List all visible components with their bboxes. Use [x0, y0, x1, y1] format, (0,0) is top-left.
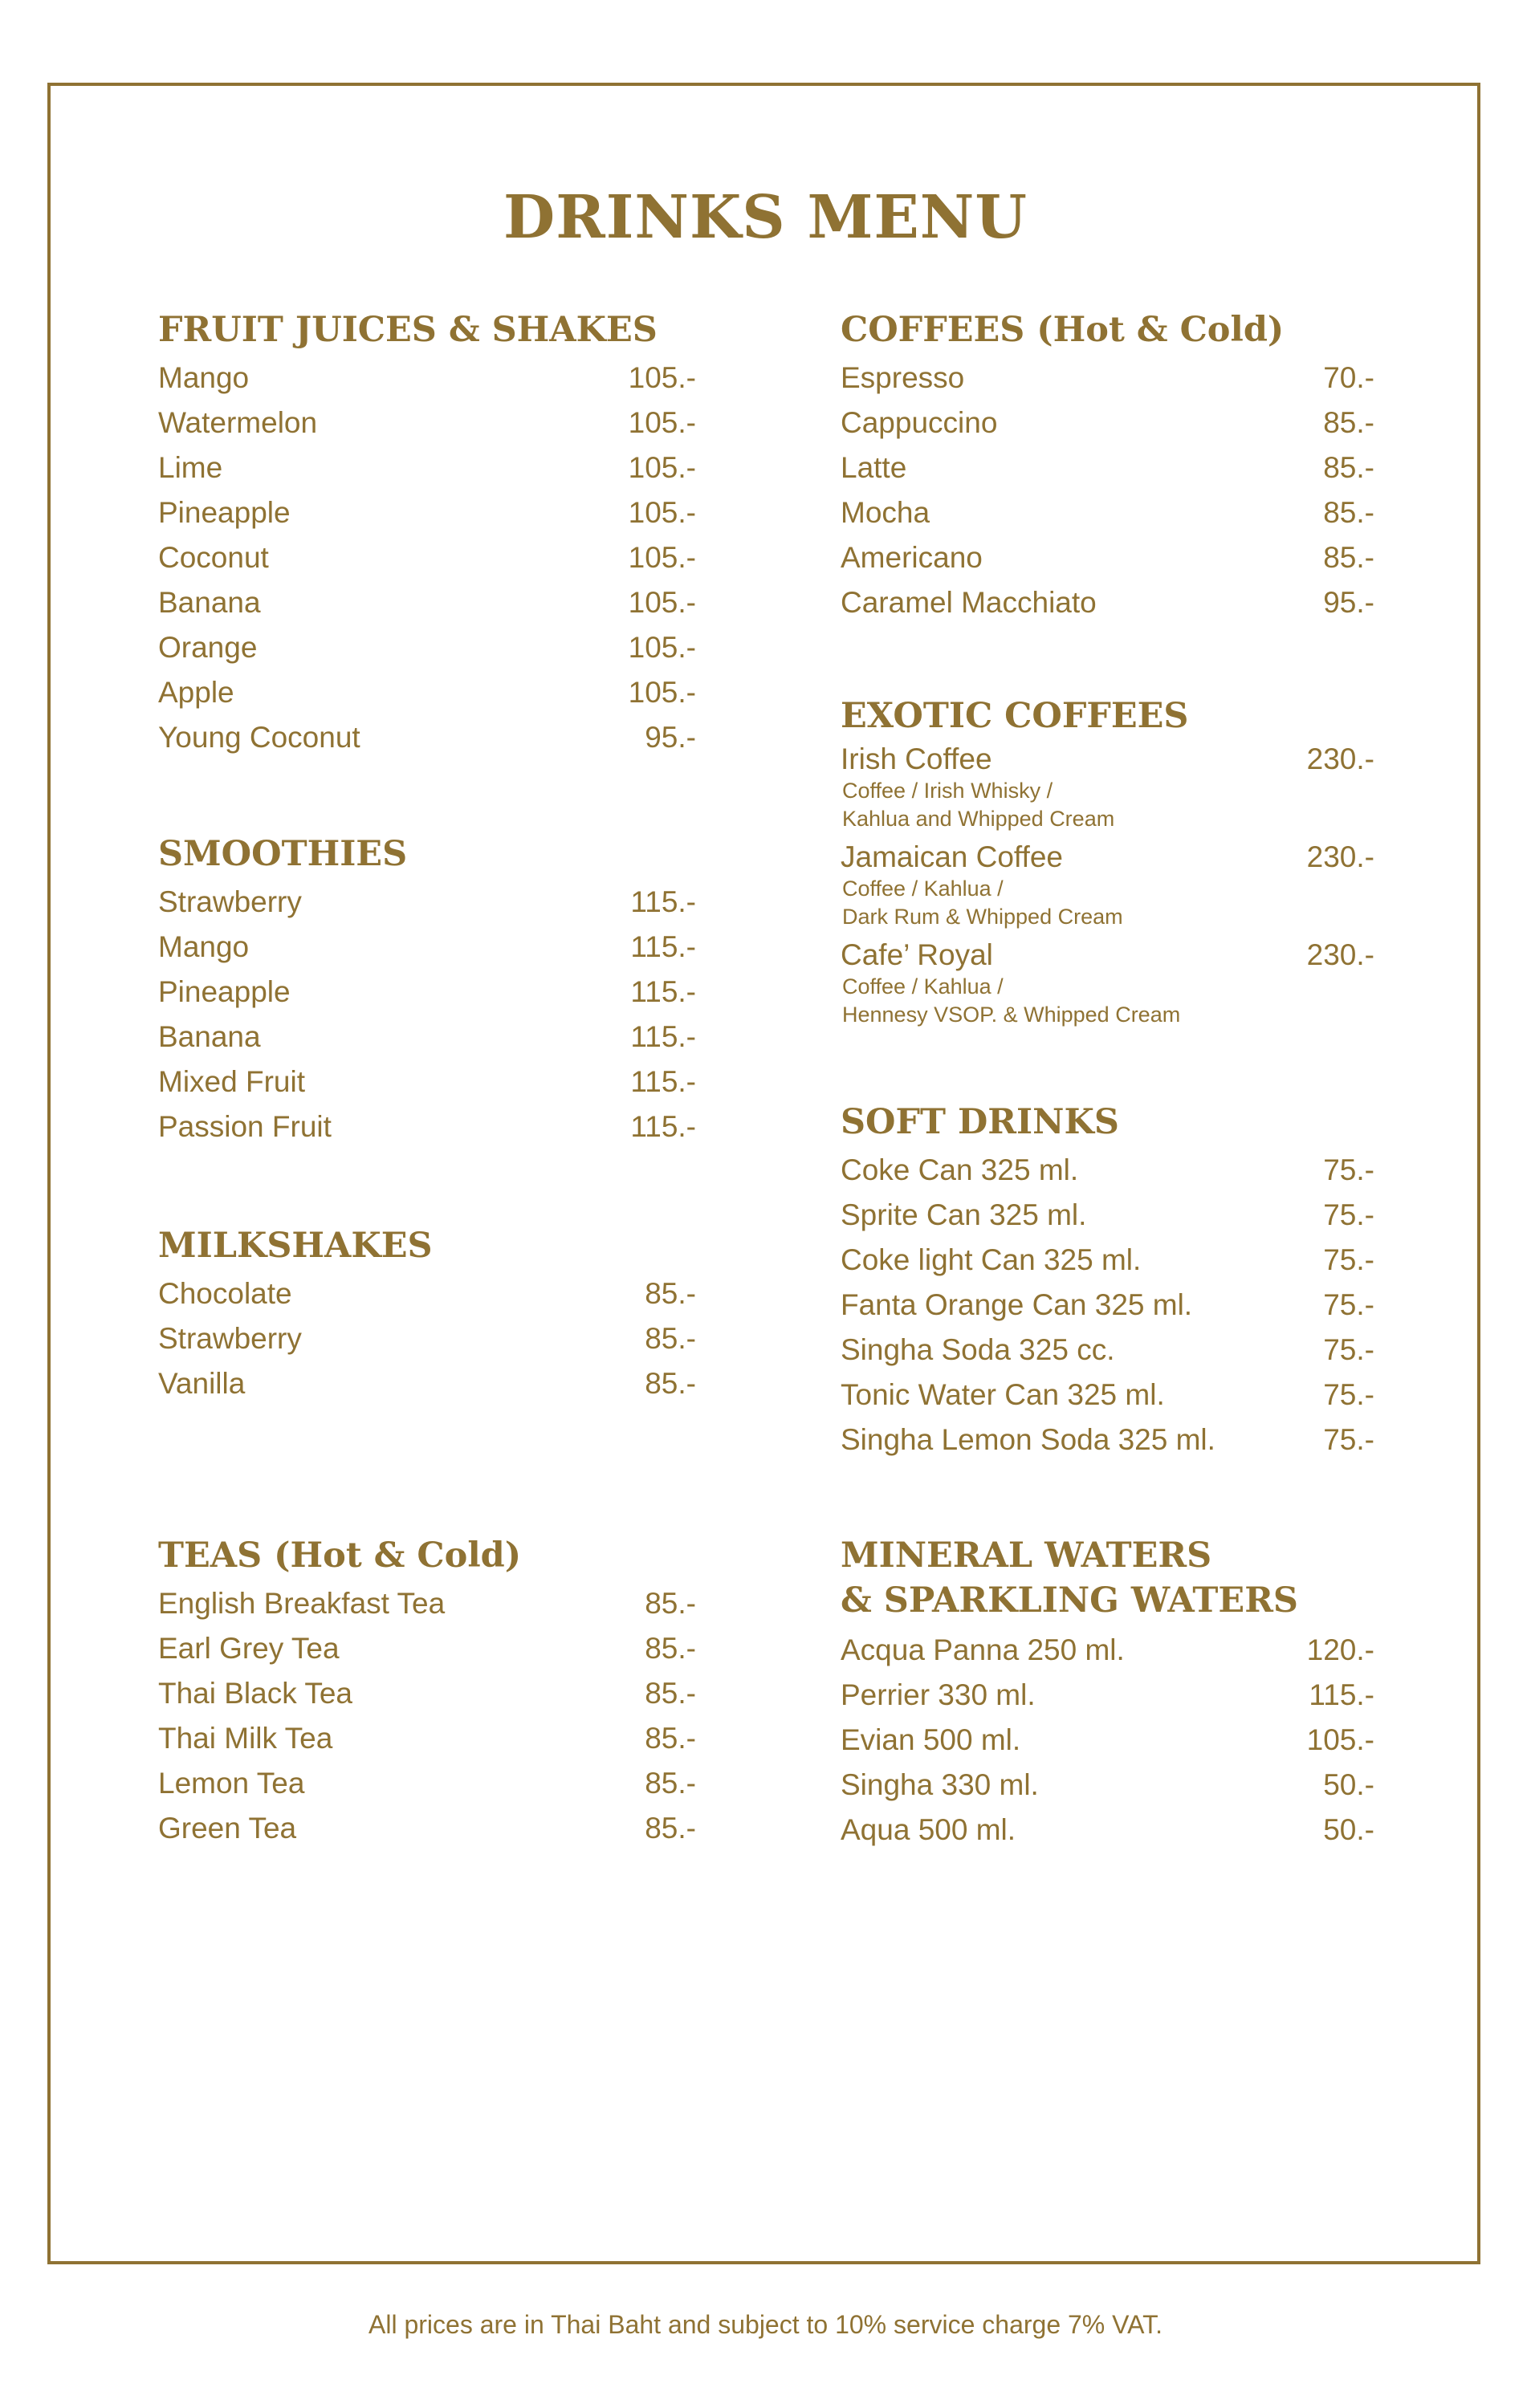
menu-item	[841, 1418, 1374, 1462]
menu-item	[841, 1193, 1374, 1238]
item-price: 115.-	[630, 1065, 696, 1098]
item-price: 85.-	[1323, 541, 1374, 574]
item-price: 75.-	[1323, 1243, 1374, 1276]
item-price: 50.-	[1323, 1768, 1374, 1801]
page-title: DRINKS MENU	[503, 183, 1028, 252]
menu-item	[158, 1806, 696, 1851]
heading-line-2: & SPARKLING WATERS	[841, 1580, 1298, 1621]
item-price: 115.-	[1309, 1678, 1374, 1711]
item-name: Tonic Water Can 325 ml.	[841, 1378, 1165, 1411]
item-name: Thai Black Tea	[158, 1677, 352, 1710]
item-price: 85.-	[645, 1632, 696, 1665]
menu-item	[841, 742, 1374, 833]
item-price: 120.-	[1306, 1633, 1374, 1666]
item-price: 75.-	[1323, 1288, 1374, 1321]
section-heading: MILKSHAKES	[158, 1226, 433, 1266]
item-list	[841, 1628, 1374, 1853]
item-name: Perrier 330 ml.	[841, 1678, 1036, 1711]
menu-item	[841, 445, 1374, 490]
menu-item	[841, 1238, 1374, 1283]
item-list	[841, 1148, 1374, 1462]
item-description: Hennesy VSOP. & Whipped Cream	[842, 1003, 1181, 1027]
section-heading: SMOOTHIES	[158, 834, 408, 874]
section-heading: TEAS (Hot & Cold)	[158, 1536, 522, 1576]
item-name: Coke light Can 325 ml.	[841, 1243, 1142, 1276]
item-name: Pineapple	[158, 975, 291, 1008]
menu-item	[158, 356, 696, 401]
item-name: Aqua 500 ml.	[841, 1813, 1016, 1846]
menu-item	[158, 490, 696, 535]
menu-item	[841, 1673, 1374, 1718]
item-price: 95.-	[645, 721, 696, 754]
item-list	[158, 356, 696, 760]
item-name: Thai Milk Tea	[158, 1722, 333, 1755]
item-name: Espresso	[841, 361, 965, 394]
item-name: Singha 330 ml.	[841, 1768, 1039, 1801]
menu-item	[841, 535, 1374, 580]
menu-item	[158, 1626, 696, 1671]
item-price: 85.-	[645, 1277, 696, 1310]
item-price: 115.-	[630, 975, 696, 1008]
item-price: 85.-	[645, 1367, 696, 1400]
menu-item	[841, 1373, 1374, 1418]
menu-item	[158, 715, 696, 760]
item-name: Fanta Orange Can 325 ml.	[841, 1288, 1193, 1321]
item-name: Banana	[158, 1020, 261, 1053]
item-description: Dark Rum & Whipped Cream	[842, 905, 1123, 929]
menu-item	[158, 1316, 696, 1361]
item-price: 85.-	[645, 1812, 696, 1845]
menu-item	[158, 670, 696, 715]
item-price: 105.-	[628, 676, 696, 709]
item-name: Mixed Fruit	[158, 1065, 305, 1098]
item-name: Pineapple	[158, 496, 291, 529]
item-name: Passion Fruit	[158, 1110, 332, 1143]
item-price: 85.-	[645, 1767, 696, 1800]
menu-item-row	[841, 840, 1374, 875]
item-name: Banana	[158, 586, 261, 619]
menu-item	[158, 970, 696, 1015]
menu-item	[158, 1015, 696, 1060]
item-name: Evian 500 ml.	[841, 1723, 1021, 1756]
menu-item	[841, 1328, 1374, 1373]
menu-item	[158, 1716, 696, 1761]
item-price: 85.-	[1323, 406, 1374, 439]
menu-item	[841, 1718, 1374, 1763]
section-heading: EXOTIC COFFEES	[841, 696, 1189, 736]
item-name: Cappuccino	[841, 406, 998, 439]
item-name: Coke Can 325 ml.	[841, 1153, 1079, 1186]
item-description: Coffee / Kahlua /	[842, 974, 1004, 999]
menu-item	[158, 1060, 696, 1104]
item-name: Singha Lemon Soda 325 ml.	[841, 1423, 1215, 1456]
menu-item	[841, 1628, 1374, 1673]
menu-item	[158, 1271, 696, 1316]
item-name: Watermelon	[158, 406, 318, 439]
item-name: Apple	[158, 676, 234, 709]
item-price: 105.-	[628, 361, 696, 394]
section-heading: SOFT DRINKS	[841, 1102, 1119, 1142]
section-coffees	[841, 307, 1374, 625]
menu-item	[158, 925, 696, 970]
item-name: Orange	[158, 631, 258, 664]
item-name: Vanilla	[158, 1367, 246, 1400]
item-price: 230.-	[1306, 840, 1374, 873]
item-price: 85.-	[1323, 451, 1374, 484]
item-list	[158, 1271, 696, 1406]
item-name: Caramel Macchiato	[841, 586, 1097, 619]
item-price: 75.-	[1323, 1153, 1374, 1186]
section-milkshakes	[158, 1223, 696, 1406]
item-price: 95.-	[1323, 586, 1374, 619]
menu-item	[158, 580, 696, 625]
item-name: Cafe’ Royal	[841, 938, 993, 971]
menu-item	[158, 1581, 696, 1626]
item-price: 85.-	[645, 1322, 696, 1355]
menu-item	[158, 1104, 696, 1149]
item-price: 105.-	[628, 541, 696, 574]
item-price: 85.-	[645, 1587, 696, 1620]
menu-item	[841, 580, 1374, 625]
menu-item	[841, 1283, 1374, 1328]
menu-item	[841, 840, 1374, 931]
item-price: 105.-	[628, 406, 696, 439]
menu-item	[158, 535, 696, 580]
item-description: Kahlua and Whipped Cream	[842, 807, 1115, 831]
heading-line-1: MINERAL WATERS	[841, 1536, 1212, 1576]
item-name: Latte	[841, 451, 907, 484]
section-teas	[158, 1533, 696, 1851]
section-soft-drinks	[841, 1100, 1374, 1462]
menu-item	[158, 1671, 696, 1716]
item-name: Strawberry	[158, 1322, 302, 1355]
menu-item	[158, 880, 696, 925]
item-name: Lime	[158, 451, 223, 484]
item-name: Chocolate	[158, 1277, 292, 1310]
item-list	[841, 356, 1374, 625]
item-price: 70.-	[1323, 361, 1374, 394]
item-name: Irish Coffee	[841, 742, 992, 775]
item-name: Jamaican Coffee	[841, 840, 1063, 873]
section-heading	[841, 1533, 1374, 1623]
footer-note: All prices are in Thai Baht and subject to 10% service charge 7% VAT.	[368, 2310, 1163, 2339]
section-exotic-coffees	[841, 694, 1374, 1035]
item-name: Sprite Can 325 ml.	[841, 1198, 1087, 1231]
item-name: Americano	[841, 541, 983, 574]
menu-item	[158, 625, 696, 670]
item-name: Mango	[158, 930, 250, 963]
section-smoothies	[158, 832, 696, 1149]
item-name: Young Coconut	[158, 721, 360, 754]
menu-item	[158, 401, 696, 445]
menu-item-row	[841, 938, 1374, 973]
menu-item	[158, 445, 696, 490]
item-list	[158, 1581, 696, 1851]
exotic-item-list	[841, 742, 1374, 1029]
item-price: 105.-	[628, 451, 696, 484]
item-price: 230.-	[1306, 742, 1374, 775]
item-price: 115.-	[630, 885, 696, 918]
item-name: Strawberry	[158, 885, 302, 918]
item-price: 115.-	[630, 1110, 696, 1143]
menu-item-row	[841, 742, 1374, 777]
item-name: Coconut	[158, 541, 269, 574]
section-waters	[841, 1533, 1374, 1853]
section-heading: COFFEES (Hot & Cold)	[841, 310, 1285, 350]
item-price: 230.-	[1306, 938, 1374, 971]
item-price: 75.-	[1323, 1333, 1374, 1366]
menu-item	[841, 1763, 1374, 1808]
item-price: 105.-	[628, 586, 696, 619]
item-price: 75.-	[1323, 1423, 1374, 1456]
menu-item	[158, 1361, 696, 1406]
menu-item	[841, 1148, 1374, 1193]
item-price: 85.-	[1323, 496, 1374, 529]
section-fruit-juices	[158, 307, 696, 760]
item-list	[158, 880, 696, 1149]
menu-item	[841, 1808, 1374, 1853]
item-price: 75.-	[1323, 1198, 1374, 1231]
item-name: Mango	[158, 361, 250, 394]
item-name: Singha Soda 325 cc.	[841, 1333, 1115, 1366]
item-name: Acqua Panna 250 ml.	[841, 1633, 1125, 1666]
menu-item	[841, 401, 1374, 445]
item-price: 105.-	[628, 496, 696, 529]
item-price: 85.-	[645, 1722, 696, 1755]
menu-item	[841, 490, 1374, 535]
item-price: 75.-	[1323, 1378, 1374, 1411]
item-name: English Breakfast Tea	[158, 1587, 446, 1620]
item-name: Green Tea	[158, 1812, 297, 1845]
section-heading: FRUIT JUICES & SHAKES	[158, 310, 658, 350]
item-name: Mocha	[841, 496, 930, 529]
menu-item	[841, 938, 1374, 1029]
item-price: 105.-	[1306, 1723, 1374, 1756]
item-price: 50.-	[1323, 1813, 1374, 1846]
item-price: 105.-	[628, 631, 696, 664]
item-price: 115.-	[630, 930, 696, 963]
item-price: 115.-	[630, 1020, 696, 1053]
menu-item	[158, 1761, 696, 1806]
item-name: Earl Grey Tea	[158, 1632, 340, 1665]
item-description: Coffee / Irish Whisky /	[842, 779, 1053, 803]
item-name: Lemon Tea	[158, 1767, 305, 1800]
item-description: Coffee / Kahlua /	[842, 877, 1004, 901]
menu-item	[841, 356, 1374, 401]
item-price: 85.-	[645, 1677, 696, 1710]
